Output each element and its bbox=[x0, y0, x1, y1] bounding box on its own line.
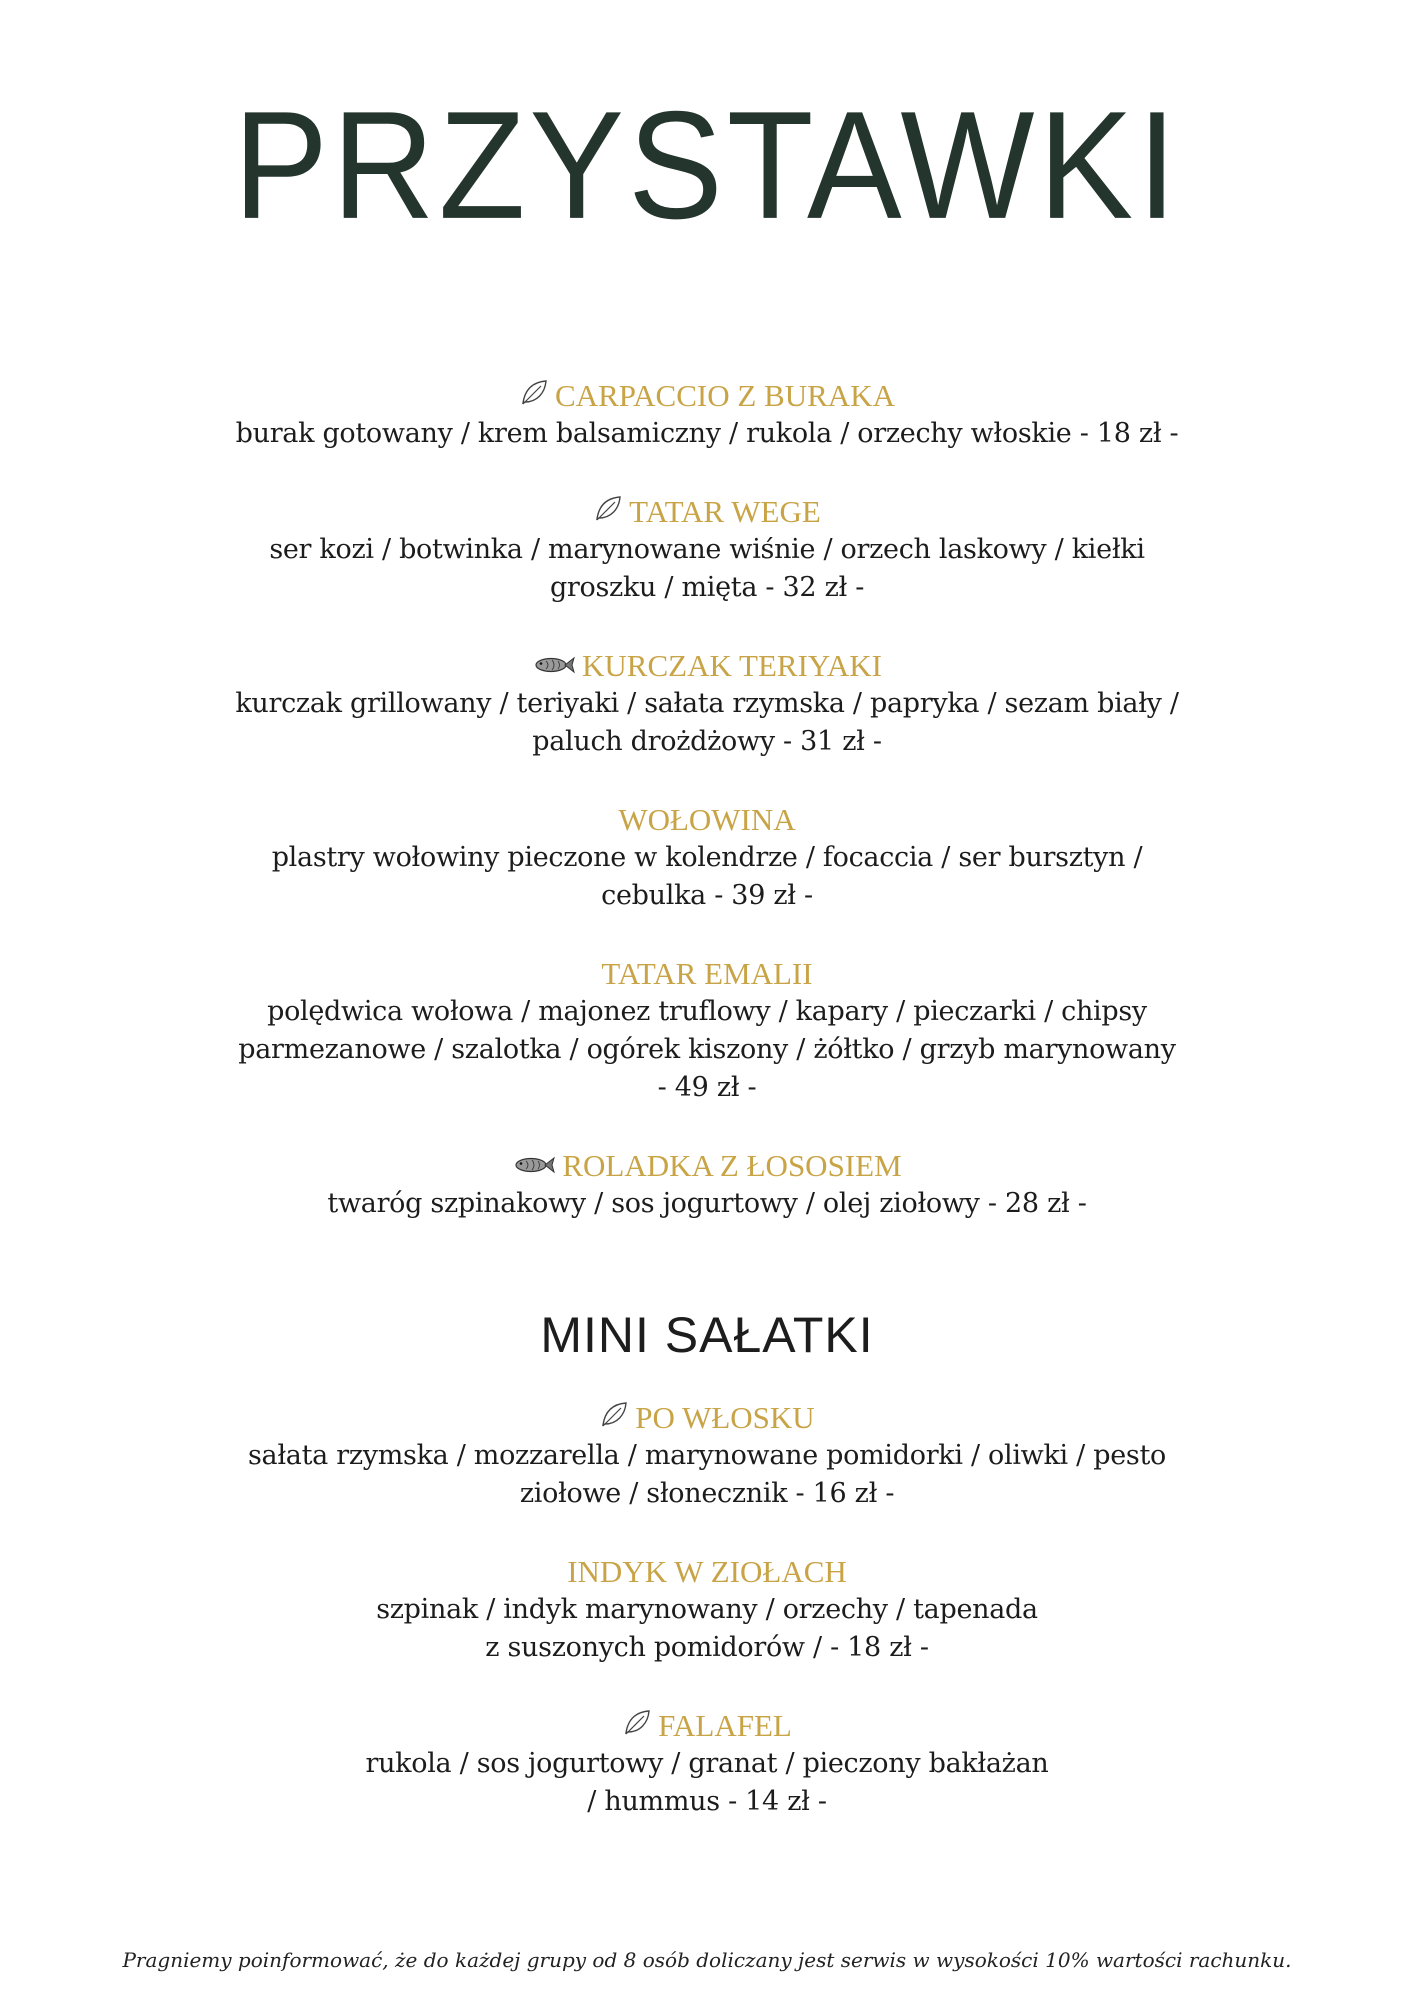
menu-item-description: paluch drożdżowy - 31 zł - bbox=[532, 726, 882, 757]
menu-item-title: KURCZAK TERIYAKI bbox=[582, 648, 882, 683]
fish-icon bbox=[512, 1147, 556, 1185]
menu-item-title: TATAR EMALII bbox=[601, 956, 813, 991]
menu-item-name bbox=[0, 1553, 1414, 1591]
menu-item-description: sałata rzymska / mozzarella / marynowane pomidorki / oliwki / pesto bbox=[248, 1440, 1166, 1471]
menu-item-title: WOŁOWINA bbox=[618, 802, 796, 837]
menu-item-description: polędwica wołowa / majonez truflowy / kapary / pieczarki / chipsy bbox=[267, 996, 1147, 1027]
menu-item-description: rukola / sos jogurtowy / granat / pieczony bakłażan bbox=[365, 1748, 1049, 1779]
menu-item-title: PO WŁOSKU bbox=[635, 1400, 815, 1435]
menu-item-description: burak gotowany / krem balsamiczny / rukola / orzechy włoskie - 18 zł - bbox=[235, 418, 1179, 449]
leaf-icon bbox=[599, 1399, 629, 1438]
menu-item-description: groszku / mięta - 32 zł - bbox=[549, 572, 865, 603]
menu-item-name bbox=[0, 801, 1414, 839]
menu-item-title: INDYK W ZIOŁACH bbox=[567, 1554, 847, 1589]
menu-item-description: z suszonych pomidorów / - 18 zł - bbox=[485, 1632, 929, 1663]
menu-item-description: ziołowe / słonecznik - 16 zł - bbox=[519, 1478, 895, 1509]
menu-item-description: twaróg szpinakowy / sos jogurtowy / olej ziołowy - 28 zł - bbox=[327, 1188, 1087, 1219]
menu-item-title: FALAFEL bbox=[658, 1708, 792, 1743]
menu-item bbox=[0, 1147, 1414, 1223]
menu-item bbox=[0, 1553, 1414, 1667]
menu-item-name bbox=[0, 493, 1414, 531]
leaf-icon bbox=[622, 1707, 652, 1746]
menu-item-description: plastry wołowiny pieczone w kolendrze / focaccia / ser bursztyn / bbox=[271, 842, 1143, 873]
menu-item-title: ROLADKA Z ŁOSOSIEM bbox=[562, 1148, 902, 1183]
fish-icon bbox=[532, 647, 576, 685]
section-title-mini-salatki: MINI SAŁATKI bbox=[540, 1307, 874, 1363]
menu-item-name bbox=[0, 1147, 1414, 1185]
menu-item-name bbox=[0, 1399, 1414, 1437]
menu-item-description: kurczak grillowany / teriyaki / sałata rzymska / papryka / sezam biały / bbox=[235, 688, 1179, 719]
menu-item bbox=[0, 1399, 1414, 1513]
menu-item-description: / hummus - 14 zł - bbox=[587, 1786, 827, 1817]
menu-item-name bbox=[0, 955, 1414, 993]
leaf-icon bbox=[519, 377, 549, 416]
salads-list bbox=[0, 1399, 1414, 1821]
menu-item-name bbox=[0, 647, 1414, 685]
menu-item bbox=[0, 955, 1414, 1107]
menu-item bbox=[0, 493, 1414, 607]
leaf-icon bbox=[593, 493, 623, 532]
menu-item-description: ser kozi / botwinka / marynowane wiśnie / orzech laskowy / kiełki bbox=[269, 534, 1145, 565]
page-title: PRZYSTAWKI bbox=[233, 79, 1181, 252]
menu-item-description: cebulka - 39 zł - bbox=[601, 880, 813, 911]
menu-item-description: szpinak / indyk marynowany / orzechy / tapenada bbox=[376, 1594, 1038, 1625]
menu-item bbox=[0, 647, 1414, 761]
menu-item bbox=[0, 801, 1414, 915]
menu-item-description: parmezanowe / szalotka / ogórek kiszony / żółtko / grzyb marynowany bbox=[238, 1034, 1176, 1065]
menu-item-name bbox=[0, 1707, 1414, 1745]
menu-item-name bbox=[0, 377, 1414, 415]
menu-item-description: - 49 zł - bbox=[657, 1072, 757, 1103]
appetizers-list bbox=[0, 377, 1414, 1223]
menu-item bbox=[0, 1707, 1414, 1821]
menu-item-title: CARPACCIO Z BURAKA bbox=[555, 378, 895, 413]
service-note: Pragniemy poinformować, że do każdej grupy od 8 osób doliczany jest serwis w wysokości 10% wartości rachunku. bbox=[122, 1948, 1292, 1972]
menu-item-title: TATAR WEGE bbox=[629, 494, 821, 529]
menu-item bbox=[0, 377, 1414, 453]
